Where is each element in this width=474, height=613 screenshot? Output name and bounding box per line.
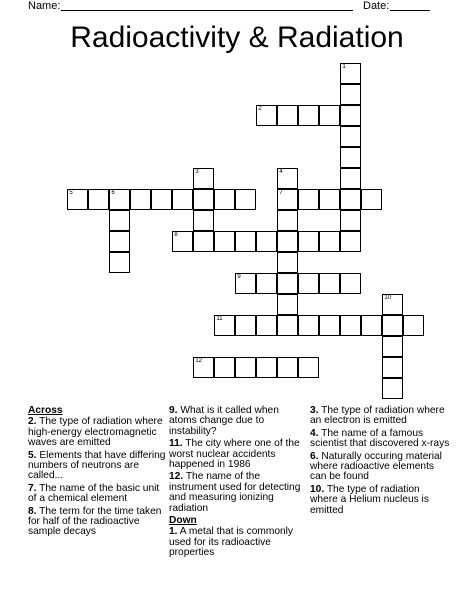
clue-across-2: 2. The type of radiation where high-energy electromagnetic waves are emitted (28, 416, 163, 449)
crossword-cell[interactable] (256, 357, 277, 378)
crossword-cell[interactable] (340, 210, 361, 231)
clue-number: 10 (384, 295, 391, 302)
clue-across-11: 11. The city where one of the worst nuclear accidents happened in 1986 (169, 438, 300, 471)
crossword-cell[interactable] (109, 210, 130, 231)
down-heading: Down (169, 515, 197, 527)
crossword-cell[interactable] (403, 315, 424, 336)
crossword-cell[interactable] (172, 231, 193, 252)
clue-number: 9 (237, 274, 241, 281)
clue-number: 3 (195, 169, 199, 176)
crossword-cell[interactable] (361, 189, 382, 210)
date-label: Date: (363, 0, 390, 12)
clue-down-1: 1. A metal that is commonly used for its radioactive properties (169, 526, 294, 559)
crossword-cell[interactable] (235, 315, 256, 336)
clue-number: 1 (342, 64, 346, 71)
clue-across-12: 12. The name of the instrument used for detecting and measuring ionizing radiation (169, 471, 301, 514)
crossword-cell[interactable] (151, 189, 172, 210)
crossword-cell[interactable] (382, 357, 403, 378)
crossword-cell[interactable] (277, 315, 298, 336)
crossword-cell[interactable] (340, 105, 361, 126)
page-title: Radioactivity & Radiation (70, 21, 404, 54)
crossword-cell[interactable] (172, 189, 193, 210)
clue-down-10: 10. The type of radiation where a Helium nucleus is emitted (310, 483, 429, 516)
crossword-cell[interactable] (298, 105, 319, 126)
crossword-cell[interactable] (340, 84, 361, 105)
clue-number: 8 (174, 232, 178, 239)
crossword-cell[interactable] (193, 231, 214, 252)
crossword-cell[interactable] (193, 357, 214, 378)
clue-down-6: 6. Naturally occuring material where radioactive elements can be found (310, 450, 442, 483)
crossword-cell[interactable] (214, 189, 235, 210)
crossword-cell[interactable] (382, 336, 403, 357)
crossword-cell[interactable] (340, 315, 361, 336)
crossword-cell[interactable] (340, 126, 361, 147)
crossword-cell[interactable] (193, 210, 214, 231)
crossword-cell[interactable] (277, 168, 298, 189)
crossword-cell[interactable] (361, 315, 382, 336)
crossword-cell[interactable] (319, 189, 340, 210)
clue-across-9: 9. What is it called when atoms change due to instability? (169, 405, 279, 437)
crossword-cell[interactable] (214, 231, 235, 252)
crossword-cell[interactable] (340, 189, 361, 210)
crossword-cell[interactable] (340, 273, 361, 294)
crossword-cell[interactable] (256, 315, 277, 336)
crossword-cell[interactable] (67, 189, 88, 210)
clues-column-3 (310, 406, 450, 518)
crossword-cell[interactable] (277, 273, 298, 294)
crossword-cell[interactable] (382, 294, 403, 315)
crossword-cell[interactable] (319, 315, 340, 336)
crossword-cell[interactable] (193, 189, 214, 210)
crossword-cell[interactable] (235, 273, 256, 294)
crossword-cell[interactable] (340, 168, 361, 189)
clue-down-3: 3. The type of radiation where an electron is emitted (310, 405, 445, 427)
crossword-cell[interactable] (298, 315, 319, 336)
crossword-cell[interactable] (256, 273, 277, 294)
clues-column-2 (169, 406, 309, 561)
crossword-cell[interactable] (298, 231, 319, 252)
crossword-cell[interactable] (130, 189, 151, 210)
clue-across-7: 7. The name of the basic unit of a chemical element (28, 482, 160, 505)
crossword-cell[interactable] (256, 105, 277, 126)
crossword-cell[interactable] (214, 315, 235, 336)
clue-number: 6 (111, 190, 115, 197)
crossword-cell[interactable] (298, 189, 319, 210)
crossword-cell[interactable] (277, 294, 298, 315)
crossword-cell[interactable] (298, 357, 319, 378)
crossword-cell[interactable] (235, 231, 256, 252)
crossword-cell[interactable] (382, 378, 403, 399)
clue-down-4: 4. The name of a famous scientist that discovered x-rays (310, 427, 450, 450)
crossword-cell[interactable] (319, 231, 340, 252)
across-heading: Across (28, 405, 63, 416)
crossword-cell[interactable] (319, 273, 340, 294)
crossword-cell[interactable] (277, 105, 298, 126)
crossword-cell[interactable] (382, 315, 403, 336)
crossword-cell[interactable] (109, 189, 130, 210)
clue-number: 12 (195, 358, 202, 365)
clue-across-5: 5. Elements that have differing numbers of neutrons are called... (28, 449, 166, 482)
crossword-cell[interactable] (340, 63, 361, 84)
name-label: Name: (28, 0, 61, 12)
crossword-cell[interactable] (298, 273, 319, 294)
crossword-cell[interactable] (109, 231, 130, 252)
crossword-cell[interactable] (277, 252, 298, 273)
crossword-cell[interactable] (235, 357, 256, 378)
clue-number: 7 (279, 190, 283, 197)
crossword-cell[interactable] (256, 231, 277, 252)
crossword-cell[interactable] (340, 147, 361, 168)
crossword-cell[interactable] (277, 189, 298, 210)
clue-across-8: 8. The term for the time taken for half of the radioactive sample decays (28, 505, 162, 538)
clue-number: 2 (258, 106, 262, 113)
crossword-cell[interactable] (340, 231, 361, 252)
crossword-cell[interactable] (214, 357, 235, 378)
clue-number: 11 (216, 316, 223, 323)
crossword-cell[interactable] (193, 168, 214, 189)
crossword-cell[interactable] (235, 189, 256, 210)
clues-column-1 (28, 406, 168, 540)
crossword-cell[interactable] (277, 210, 298, 231)
crossword-cell[interactable] (319, 105, 340, 126)
crossword-cell[interactable] (277, 357, 298, 378)
clue-number: 5 (69, 190, 73, 197)
crossword-cell[interactable] (109, 252, 130, 273)
clue-number: 4 (279, 169, 283, 176)
crossword-cell[interactable] (277, 231, 298, 252)
crossword-cell[interactable] (88, 189, 109, 210)
